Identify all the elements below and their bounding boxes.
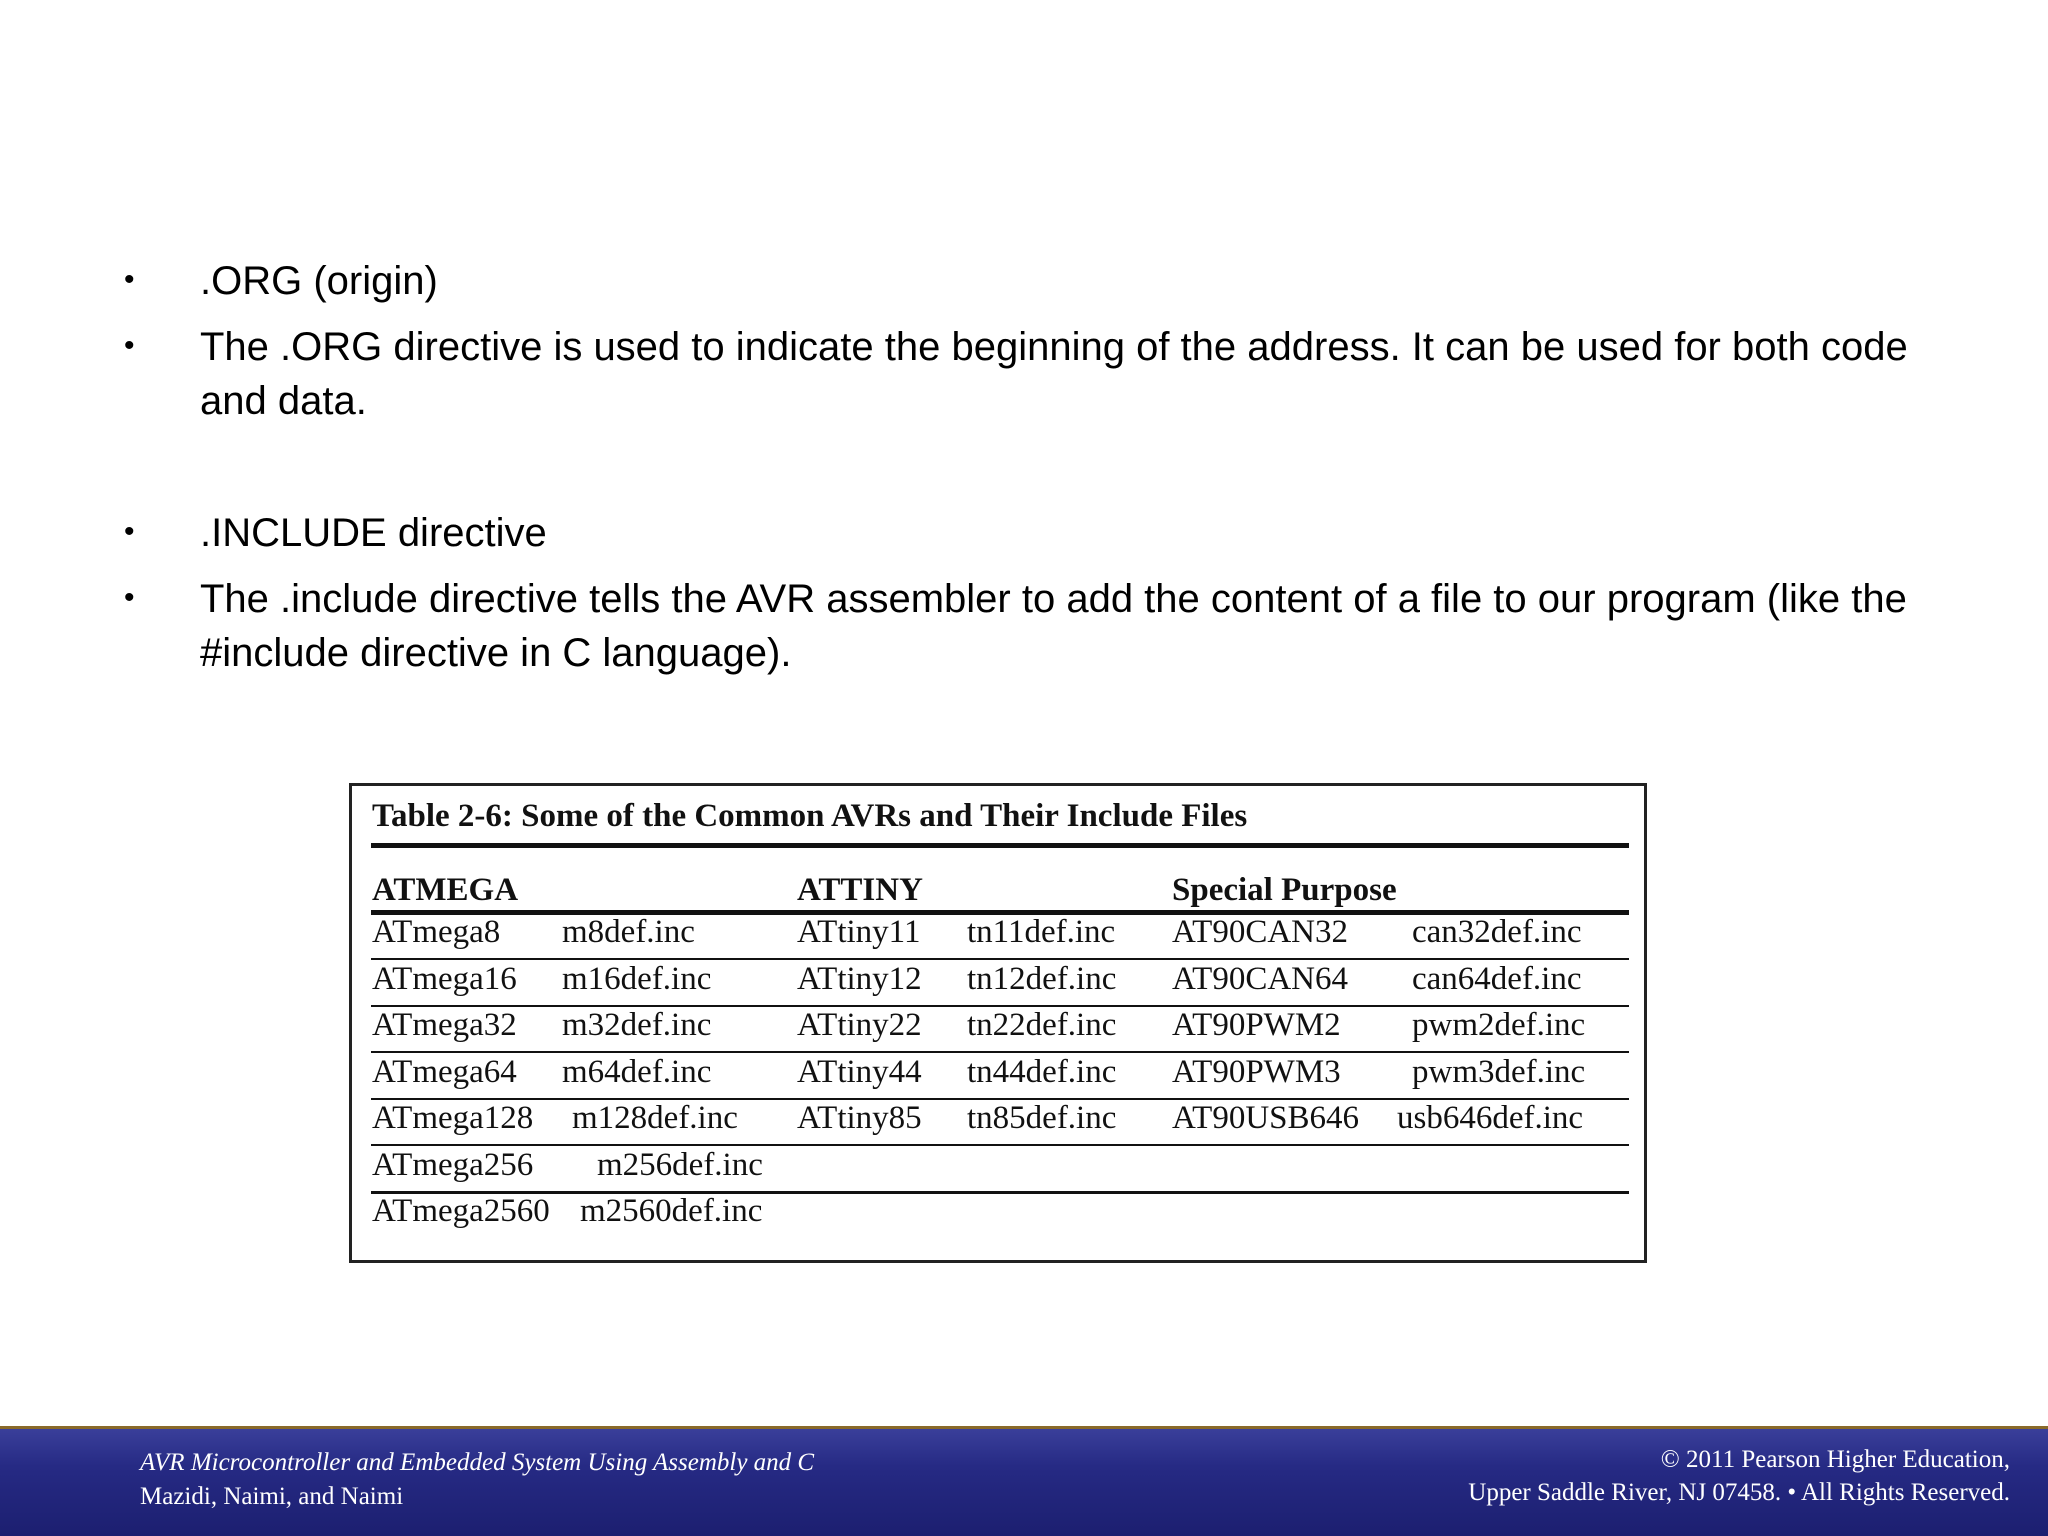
table-cell: m128def.inc — [572, 1100, 738, 1136]
bullet-text: The .include directive tells the AVR assembler to add the content of a file to our program (like the #include directive in C language). — [200, 577, 1907, 675]
table-row-rule — [371, 1191, 1629, 1194]
slide-footer — [0, 1426, 2048, 1536]
footer-copyright-line1: © 2011 Pearson Higher Education, — [1660, 1446, 2010, 1473]
table-cell: ATtiny85 — [797, 1100, 922, 1136]
table-cell: AT90PWM2 — [1172, 1007, 1341, 1043]
table-cell: m2560def.inc — [580, 1193, 763, 1229]
table-cell: pwm2def.inc — [1412, 1007, 1586, 1043]
table-cell: AT90PWM3 — [1172, 1053, 1341, 1090]
table-cell: ATmega2560 — [372, 1193, 550, 1229]
table-cell: ATmega64 — [372, 1053, 517, 1090]
footer-book-title: AVR Microcontroller and Embedded System Using Assembly and C — [140, 1449, 815, 1476]
table-cell: ATmega8 — [372, 914, 501, 950]
table-cell: m256def.inc — [597, 1146, 763, 1183]
table-cell: tn22def.inc — [967, 1007, 1117, 1043]
table-header-atmega: ATMEGA — [372, 872, 519, 908]
table-cell: tn12def.inc — [967, 960, 1117, 997]
table-cell: ATtiny12 — [797, 960, 922, 997]
table-cell: usb646def.inc — [1397, 1100, 1584, 1136]
footer-authors: Mazidi, Naimi, and Naimi — [140, 1483, 404, 1510]
table-cell: ATtiny11 — [797, 914, 921, 950]
table-cell: ATmega128 — [372, 1100, 534, 1136]
table-cell: can64def.inc — [1412, 960, 1582, 997]
footer-copyright-line2: Upper Saddle River, NJ 07458. • All Rights Reserved. — [1468, 1479, 2010, 1506]
table-cell: AT90USB646 — [1172, 1100, 1360, 1136]
table-cell: tn44def.inc — [967, 1053, 1117, 1090]
table-header-special-purpose: Special Purpose — [1172, 872, 1397, 908]
table-cell: AT90CAN32 — [1172, 914, 1349, 950]
table-cell: ATmega256 — [372, 1146, 534, 1183]
bullet-marker: • — [124, 581, 135, 614]
bullet-marker: • — [124, 263, 135, 296]
table-cell: tn11def.inc — [967, 914, 1116, 950]
table-title: Table 2-6: Some of the Common AVRs and Their Include Files — [372, 798, 1248, 834]
table-cell: can32def.inc — [1412, 914, 1582, 950]
table-cell: m8def.inc — [562, 914, 695, 950]
table-cell: m16def.inc — [562, 960, 712, 997]
bullet-marker: • — [124, 515, 135, 548]
table-cell: ATmega16 — [372, 960, 517, 997]
table-row-rule — [371, 1144, 1629, 1146]
bullet-text: The .ORG directive is used to indicate the beginning of the address. It can be used for both code and data. — [200, 325, 1908, 423]
table-cell: ATmega32 — [372, 1007, 517, 1043]
table-cell: tn85def.inc — [967, 1100, 1117, 1136]
table-header-attiny: ATTINY — [797, 872, 923, 908]
table-cell: ATtiny44 — [797, 1053, 922, 1090]
table-cell: m64def.inc — [562, 1053, 712, 1090]
table-cell: m32def.inc — [562, 1007, 712, 1043]
table-title-rule — [371, 843, 1629, 848]
table-cell: pwm3def.inc — [1412, 1053, 1586, 1090]
table-cell: AT90CAN64 — [1172, 960, 1349, 997]
table-cell: ATtiny22 — [797, 1007, 922, 1043]
bullet-text: .INCLUDE directive — [200, 511, 547, 555]
bullet-text: .ORG (origin) — [200, 259, 438, 303]
include-files-table — [349, 783, 1647, 1263]
bullet-marker: • — [124, 329, 135, 362]
